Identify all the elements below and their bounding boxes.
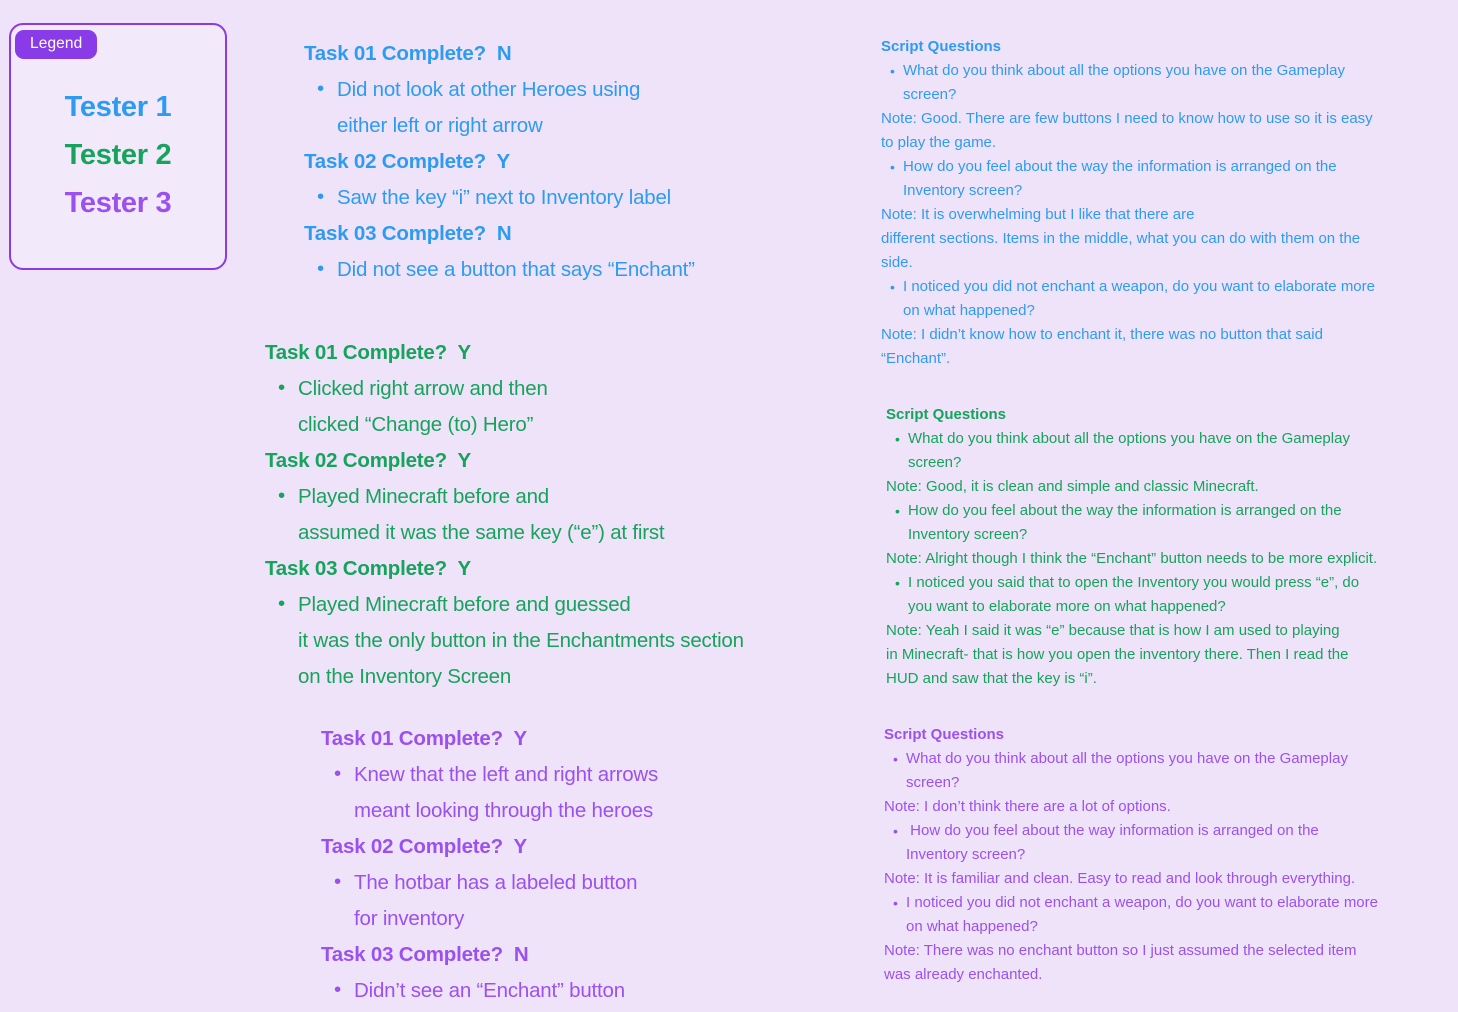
task-bullet-text: Played Minecraft before and: [298, 485, 550, 508]
task-heading: Task 01 Complete? Y: [265, 341, 472, 364]
script-question-text: I noticed you said that to open the Inventory you would press “e”, do: [908, 574, 1360, 591]
task-bullet-line: [265, 587, 744, 623]
legend-box: [9, 23, 227, 270]
script-question-text: What do you think about all the options you have on the Gameplay: [906, 750, 1348, 767]
bullet-icon: •: [890, 63, 895, 79]
bullet-icon: •: [890, 279, 895, 295]
script-note-line: [881, 131, 1375, 155]
task-bullet-line: [304, 180, 695, 216]
script-question-line: [886, 595, 1377, 619]
script-question-text: What do you think about all the options you have on the Gameplay: [908, 430, 1350, 447]
task-block-tester3: [321, 721, 658, 1009]
script-note-text: different sections. Items in the middle, what you can do with them on the: [881, 230, 1361, 247]
task-heading: Task 01 Complete? Y: [321, 727, 528, 750]
bullet-icon: •: [893, 895, 898, 911]
script-block-tester3: [884, 723, 1378, 987]
task-bullet-line: [304, 108, 695, 144]
script-question-line: [886, 427, 1377, 451]
script-note-text: Note: It is overwhelming but I like that there are: [881, 206, 1195, 223]
script-question-text: How do you feel about the way the information is arranged on the: [908, 502, 1342, 519]
bullet-icon: •: [317, 185, 324, 208]
task-bullet-line: [321, 793, 658, 829]
script-question-line: [886, 451, 1377, 475]
script-note-text: Note: It is familiar and clean. Easy to read and look through everything.: [884, 870, 1356, 887]
bullet-icon: •: [317, 257, 324, 280]
script-question-text: Inventory screen?: [906, 846, 1026, 863]
script-question-line: [884, 771, 1378, 795]
script-question-line: [881, 299, 1375, 323]
script-note-line: [881, 227, 1375, 251]
script-question-text: Inventory screen?: [908, 526, 1028, 543]
task-bullet-text: either left or right arrow: [337, 114, 543, 137]
task-bullet-text: assumed it was the same key (“e”) at first: [298, 521, 665, 544]
task-bullet-text: Knew that the left and right arrows: [354, 763, 659, 786]
script-question-text: How do you feel about the way information is arranged on the: [906, 822, 1319, 839]
legend-tester-label: Tester 1: [64, 91, 172, 123]
script-question-line: [886, 499, 1377, 523]
task-bullet-line: [321, 973, 658, 1009]
script-question-line: [881, 275, 1375, 299]
task-heading: Task 02 Complete? Y: [304, 150, 511, 173]
task-block-tester2: [265, 335, 744, 695]
task-heading: Task 02 Complete? Y: [265, 449, 472, 472]
task-bullet-text: meant looking through the heroes: [354, 799, 654, 822]
task-heading: Task 01 Complete? N: [304, 42, 512, 65]
task-bullet-line: [321, 901, 658, 937]
task-block-tester1: [304, 36, 695, 288]
script-note-line: [884, 795, 1378, 819]
script-question-text: on what happened?: [906, 918, 1038, 935]
task-bullet-line: [265, 659, 744, 695]
task-bullet-line: [321, 865, 658, 901]
script-note-text: Note: Good, it is clean and simple and classic Minecraft.: [886, 478, 1259, 495]
script-question-line: [881, 59, 1375, 83]
script-question-text: screen?: [906, 774, 960, 791]
task-bullet-line: [265, 407, 744, 443]
legend-testers: [11, 83, 225, 227]
task-heading: Task 02 Complete? Y: [321, 835, 528, 858]
script-note-line: [886, 619, 1377, 643]
script-note-text: to play the game.: [881, 134, 997, 151]
task-bullet-line: [265, 479, 744, 515]
script-question-line: [884, 891, 1378, 915]
task-bullet-text: for inventory: [354, 907, 465, 930]
script-question-line: [886, 571, 1377, 595]
script-question-text: What do you think about all the options you have on the Gameplay: [903, 62, 1345, 79]
script-note-line: [886, 475, 1377, 499]
task-bullet-text: clicked “Change (to) Hero”: [298, 413, 534, 436]
task-bullet-line: [265, 371, 744, 407]
script-question-line: [886, 523, 1377, 547]
bullet-icon: •: [895, 431, 900, 447]
bullet-icon: •: [895, 503, 900, 519]
task-bullet-line: [265, 623, 744, 659]
bullet-icon: •: [278, 592, 285, 615]
script-note-text: Note: I didn’t know how to enchant it, there was no button that said: [881, 326, 1323, 343]
script-note-line: [886, 667, 1377, 691]
task-bullet-text: The hotbar has a labeled button: [354, 871, 638, 894]
script-question-line: [884, 747, 1378, 771]
script-note-line: [881, 347, 1375, 371]
script-question-line: [881, 83, 1375, 107]
task-heading: Task 03 Complete? N: [304, 222, 512, 245]
script-note-text: side.: [881, 254, 913, 271]
script-question-text: screen?: [903, 86, 957, 103]
bullet-icon: •: [278, 484, 285, 507]
script-note-text: Note: I don’t think there are a lot of options.: [884, 798, 1171, 815]
script-questions-title: Script Questions: [881, 38, 1002, 55]
script-question-text: Inventory screen?: [903, 182, 1023, 199]
script-note-text: Note: Yeah I said it was “e” because that is how I am used to playing: [886, 622, 1340, 639]
bullet-icon: •: [895, 575, 900, 591]
script-questions-title: Script Questions: [886, 406, 1007, 423]
script-note-line: [884, 963, 1378, 987]
task-bullet-text: Did not see a button that says “Enchant”: [337, 258, 695, 281]
script-note-line: [886, 547, 1377, 571]
script-note-line: [881, 107, 1375, 131]
bullet-icon: •: [317, 77, 324, 100]
legend-tester-label: Tester 2: [64, 139, 172, 171]
task-bullet-text: it was the only button in the Enchantments section: [298, 629, 744, 652]
script-question-line: [884, 843, 1378, 867]
bullet-icon: •: [334, 762, 341, 785]
script-question-text: you want to elaborate more on what happened?: [908, 598, 1226, 615]
script-question-text: I noticed you did not enchant a weapon, do you want to elaborate more: [906, 894, 1378, 911]
legend-tester-label: Tester 3: [64, 187, 172, 219]
bullet-icon: •: [278, 376, 285, 399]
script-note-text: HUD and saw that the key is “i”.: [886, 670, 1097, 687]
script-question-text: on what happened?: [903, 302, 1035, 319]
bullet-icon: •: [334, 870, 341, 893]
script-note-text: in Minecraft- that is how you open the inventory there. Then I read the: [886, 646, 1349, 663]
script-note-line: [881, 203, 1375, 227]
task-bullet-line: [304, 72, 695, 108]
script-note-line: [884, 867, 1378, 891]
task-bullet-text: Played Minecraft before and guessed: [298, 593, 631, 616]
script-note-line: [881, 251, 1375, 275]
task-bullet-text: Clicked right arrow and then: [298, 377, 548, 400]
script-questions-title: Script Questions: [884, 726, 1005, 743]
script-question-text: I noticed you did not enchant a weapon, do you want to elaborate more: [903, 278, 1375, 295]
script-question-text: screen?: [908, 454, 962, 471]
script-note-text: Note: Good. There are few buttons I need to know how to use so it is easy: [881, 110, 1373, 127]
script-note-text: “Enchant”.: [881, 350, 951, 367]
task-bullet-text: on the Inventory Screen: [298, 665, 512, 688]
bullet-icon: •: [890, 159, 895, 175]
task-bullet-text: Saw the key “i” next to Inventory label: [337, 186, 672, 209]
script-note-line: [886, 643, 1377, 667]
script-question-line: [881, 179, 1375, 203]
script-question-line: [884, 819, 1378, 843]
script-note-text: was already enchanted.: [884, 966, 1043, 983]
task-heading: Task 03 Complete? N: [321, 943, 529, 966]
script-block-tester2: [886, 403, 1377, 691]
script-note-text: Note: There was no enchant button so I just assumed the selected item: [884, 942, 1357, 959]
task-heading: Task 03 Complete? Y: [265, 557, 472, 580]
bullet-icon: •: [893, 751, 898, 767]
script-question-text: How do you feel about the way the information is arranged on the: [903, 158, 1337, 175]
task-bullet-line: [304, 252, 695, 288]
legend-badge: Legend: [15, 30, 97, 59]
script-block-tester1: [881, 35, 1375, 371]
script-note-line: [884, 939, 1378, 963]
bullet-icon: •: [334, 978, 341, 1001]
script-question-line: [881, 155, 1375, 179]
task-bullet-text: Didn’t see an “Enchant” button: [354, 979, 625, 1002]
script-note-line: [881, 323, 1375, 347]
script-note-text: Note: Alright though I think the “Enchant” button needs to be more explicit.: [886, 550, 1378, 567]
bullet-icon: •: [893, 823, 898, 839]
task-bullet-line: [321, 757, 658, 793]
script-question-line: [884, 915, 1378, 939]
task-bullet-text: Did not look at other Heroes using: [337, 78, 641, 101]
task-bullet-line: [265, 515, 744, 551]
